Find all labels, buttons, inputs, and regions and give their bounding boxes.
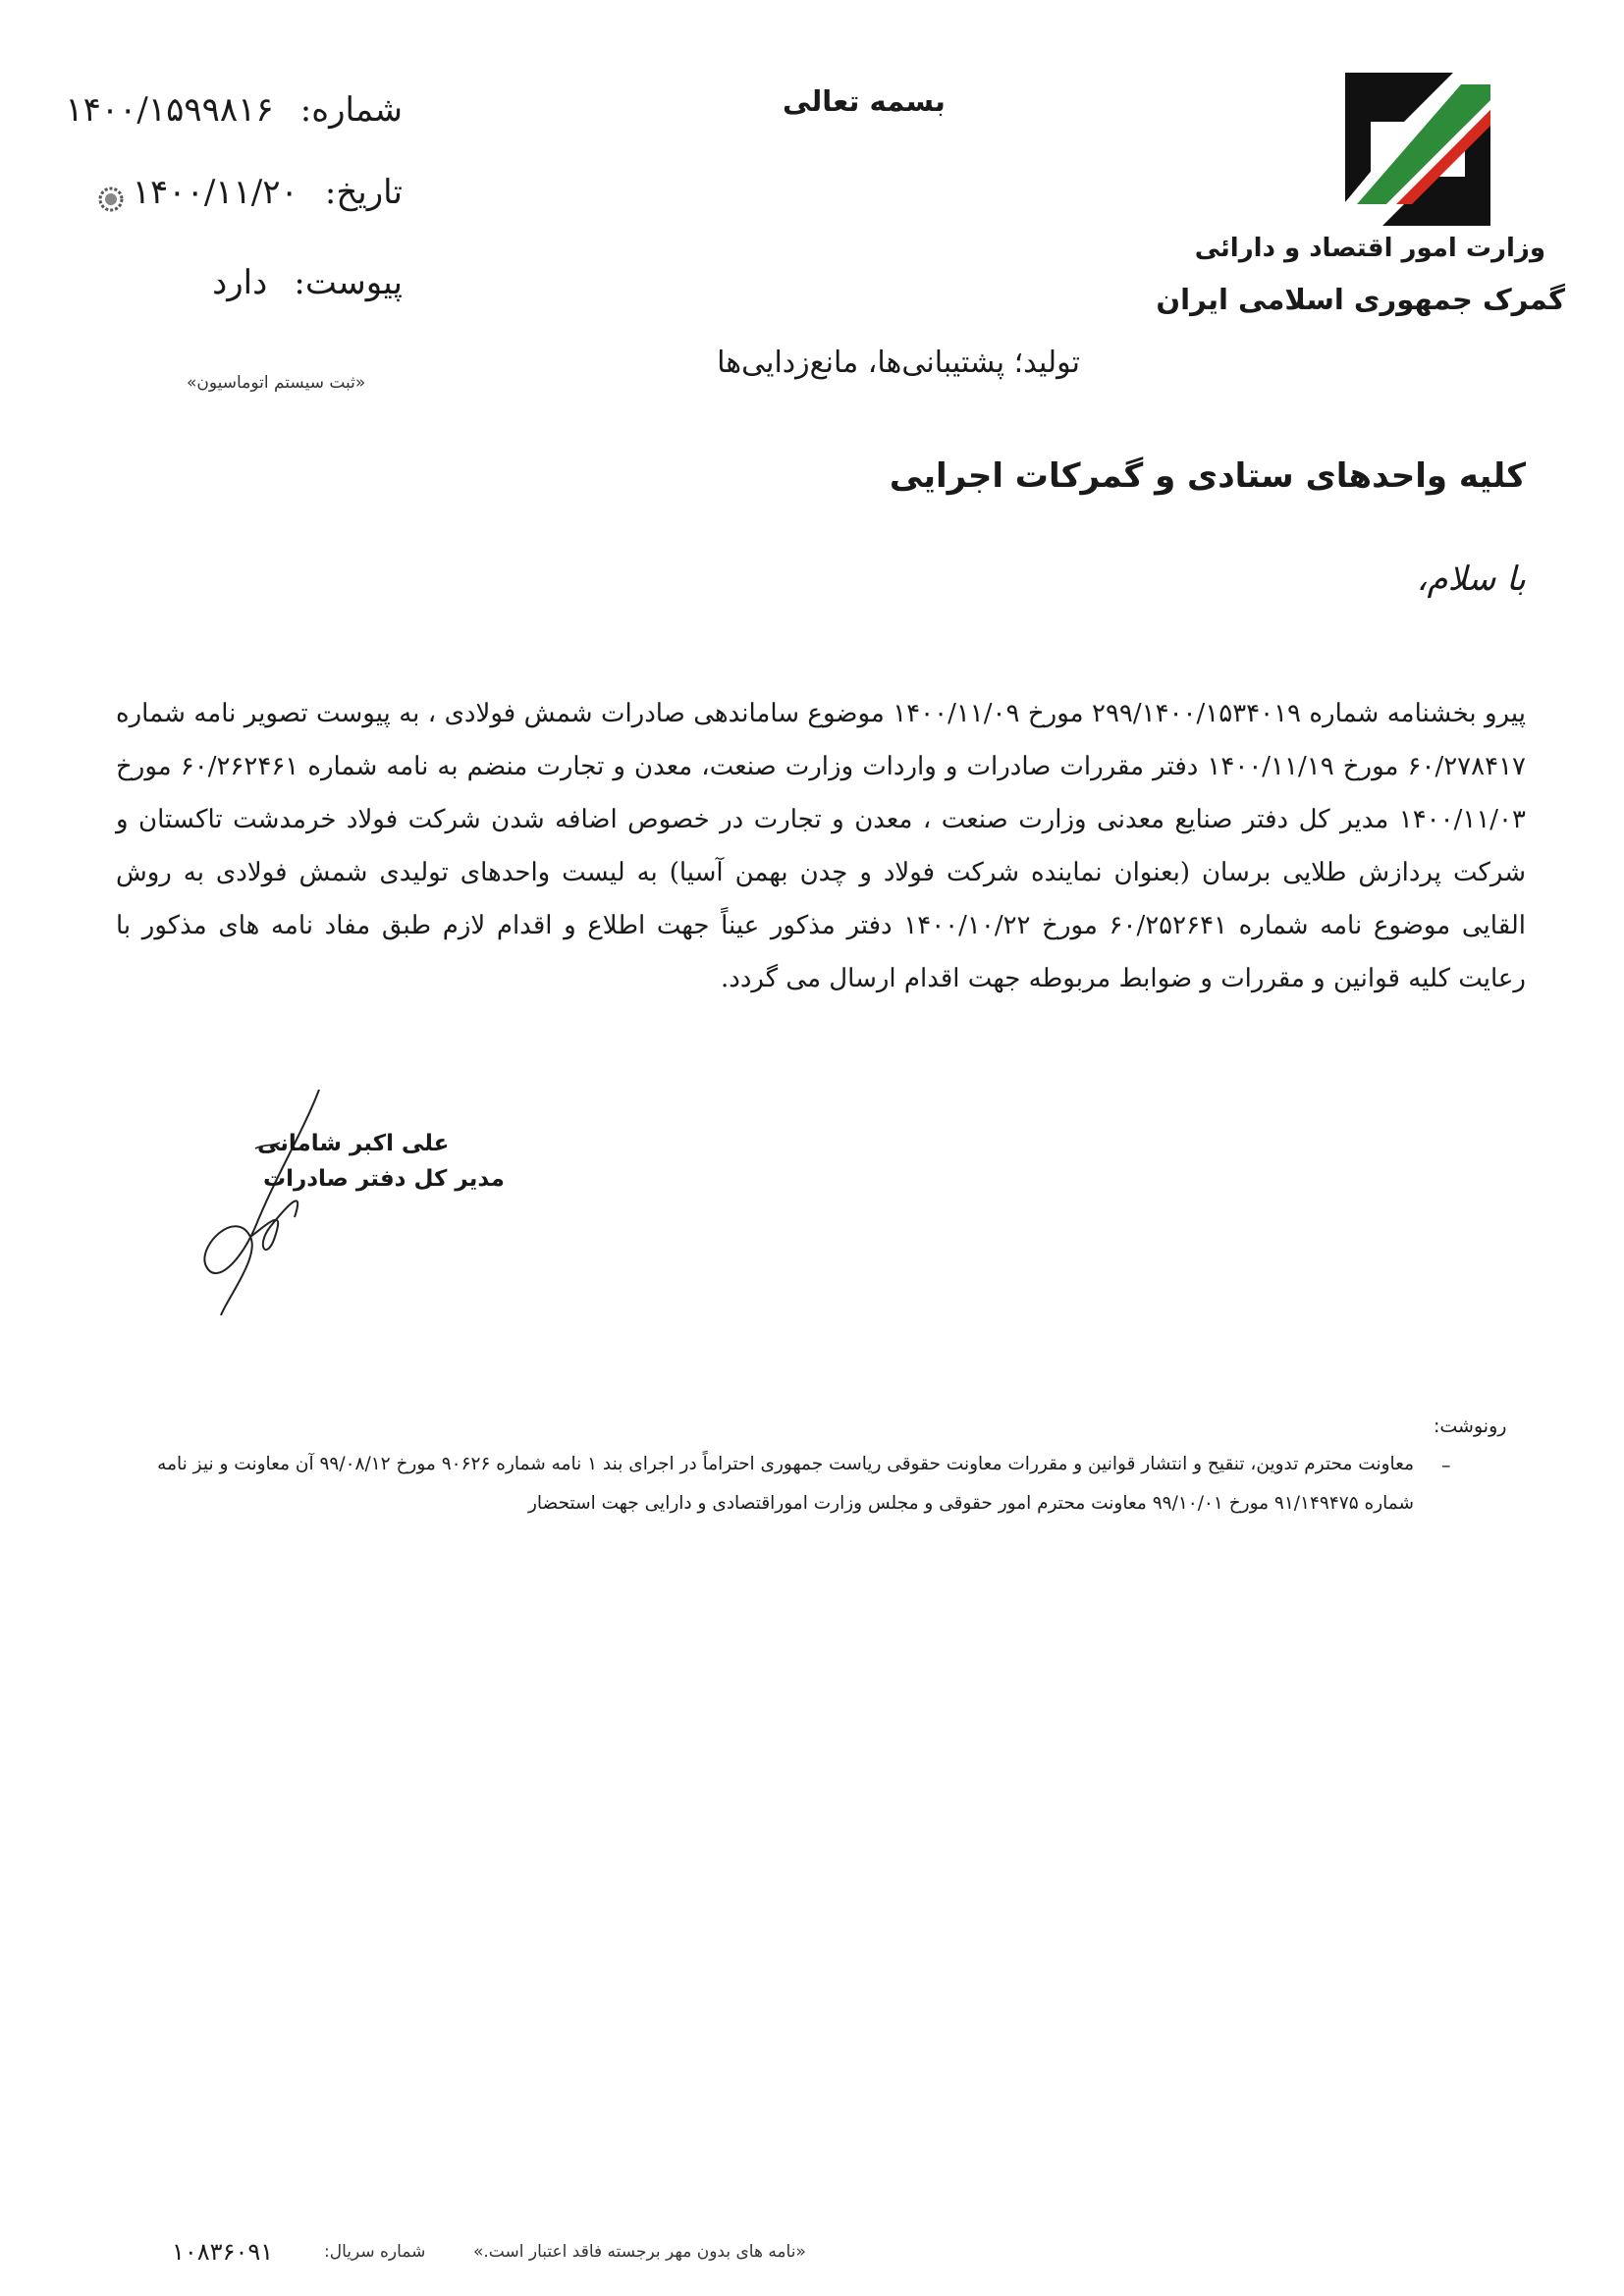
letter-date-row bbox=[69, 173, 403, 212]
letter-number-label: شماره: bbox=[299, 90, 403, 130]
handwritten-signature bbox=[196, 1090, 344, 1315]
cc-text: معاونت محترم تدوین، تنقیح و انتشار قوانین و مقررات معاونت حقوقی ریاست جمهوری احتراماً در اجرای بند ۱ نامه شماره ۹۰۶۲۶ مورخ ۹۹/۰۸/۱۲ آن معاونت و نیز نامه شماره ۹۱/۱۴۹۴۷۵ مورخ ۹۹/۱۰/۰۱ معاونت محترم امور حقوقی و مجلس وزارت اموراقتصادی و دارایی جهت استحضار bbox=[157, 1454, 1414, 1514]
letter-attachment-label: پیوست: bbox=[294, 263, 403, 302]
seal-mark-icon bbox=[98, 187, 124, 212]
letter-attachment-row bbox=[69, 263, 403, 302]
letter-recipient: کلیه واحدهای ستادی و گمرکات اجرایی bbox=[889, 456, 1526, 496]
letter-date-value: ۱۴۰۰/۱۱/۲۰ bbox=[132, 173, 298, 212]
signatory-title: مدیر کل دفتر صادرات bbox=[263, 1166, 505, 1192]
cc-bullet: – bbox=[1441, 1455, 1451, 1476]
letter-number-value: ۱۴۰۰/۱۵۹۹۸۱۶ bbox=[65, 90, 274, 130]
customs-name: گمرک جمهوری اسلامی ایران bbox=[1156, 283, 1565, 316]
footer-serial-label: شماره سریال: bbox=[324, 2242, 426, 2262]
letter-number-row bbox=[65, 90, 403, 130]
signatory-name: علی اکبر شامانی bbox=[257, 1131, 450, 1156]
letter-greeting: با سلام، bbox=[1416, 560, 1526, 599]
letter-date-label: تاریخ: bbox=[324, 173, 403, 212]
letter-attachment-value: دارد bbox=[212, 263, 268, 302]
auto-registration-note: «ثبت سیستم اتوماسیون» bbox=[187, 373, 366, 393]
footer-stamp-note: «نامه های بدون مهر برجسته فاقد اعتبار است.» bbox=[473, 2242, 806, 2262]
ministry-name: وزارت امور اقتصاد و دارائی bbox=[1194, 234, 1545, 263]
footer-serial-value: ۱۰۸۳۶۰۹۱ bbox=[172, 2238, 274, 2266]
customs-logo-icon bbox=[1343, 71, 1492, 228]
basmala-heading: بسمه تعالی bbox=[783, 84, 946, 118]
letter-body: پیرو بخشنامه شماره ۲۹۹/۱۴۰۰/۱۵۳۴۰۱۹ مورخ ۱۴۰۰/۱۱/۰۹ موضوع ساماندهی صادرات شمش فولادی ، به پیوست تصویر نامه شماره ۶۰/۲۷۸۴۱۷ مورخ ۱۴۰۰/۱۱/۱۹ دفتر مقررات صادرات و واردات وزارت صنعت، معدن و تجارت منضم به نامه شماره ۶۰/۲۶۲۴۶۱ مورخ ۱۴۰۰/۱۱/۰۳ مدیر کل دفتر صنایع معدنی وزارت صنعت ، معدن و تجارت در خصوص اضافه شدن شرکت فولاد خرمدشت تاکستان و شرکت پردازش طلایی برسان (بعنوان نماینده شرکت فولاد و چدن بهمن آسیا) به لیست واحدهای تولیدی شمش فولادی به روش القایی موضوع نامه شماره ۶۰/۲۵۲۶۴۱ مورخ ۱۴۰۰/۱۰/۲۲ دفتر مذکور عیناً جهت اطلاع و اقدام لازم طبق مفاد نامه های مذکور با رعایت کلیه قوانین و مقررات و ضوابط مربوطه جهت اقدام ارسال می گردد. bbox=[116, 699, 1526, 993]
letter-category: تولید؛ پشتیبانی‌ها، مانع‌زدایی‌ها bbox=[717, 346, 1080, 380]
cc-label: رونوشت: bbox=[1434, 1415, 1507, 1437]
